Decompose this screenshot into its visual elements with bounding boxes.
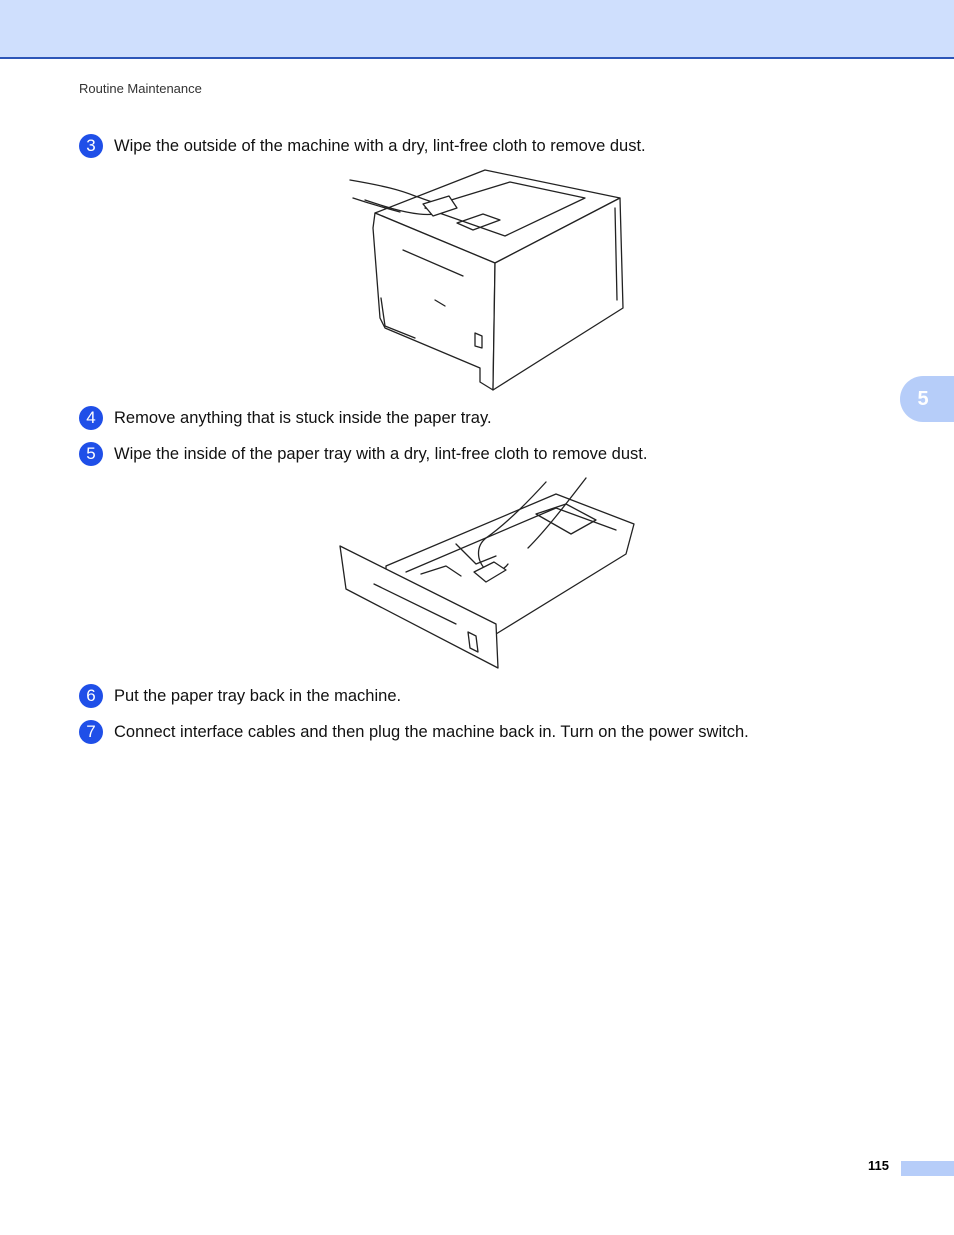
step-6 (79, 684, 401, 708)
chapter-number: 5 (917, 387, 929, 410)
step-7 (79, 720, 749, 744)
step-number-badge: 3 (79, 134, 103, 158)
header-band (0, 0, 954, 59)
step-text: Connect interface cables and then plug the machine back in. Turn on the power switch. (114, 722, 749, 741)
printer-wipe-illustration (345, 168, 630, 396)
step-4 (79, 406, 492, 430)
step-number-badge: 5 (79, 442, 103, 466)
page-number-bar (901, 1161, 954, 1176)
step-5 (79, 442, 647, 466)
step-number-badge: 7 (79, 720, 103, 744)
chapter-tab (900, 376, 954, 422)
step-3 (79, 134, 646, 158)
step-number-badge: 4 (79, 406, 103, 430)
paper-tray-wipe-illustration (336, 474, 636, 674)
step-text: Wipe the inside of the paper tray with a dry, lint-free cloth to remove dust. (114, 444, 648, 463)
step-text: Remove anything that is stuck inside the paper tray. (114, 408, 492, 427)
step-text: Put the paper tray back in the machine. (114, 686, 402, 705)
page-number: 115 (868, 1158, 889, 1173)
step-number-badge: 6 (79, 684, 103, 708)
step-text: Wipe the outside of the machine with a dry, lint-free cloth to remove dust. (114, 136, 646, 155)
section-title: Routine Maintenance (79, 81, 202, 96)
